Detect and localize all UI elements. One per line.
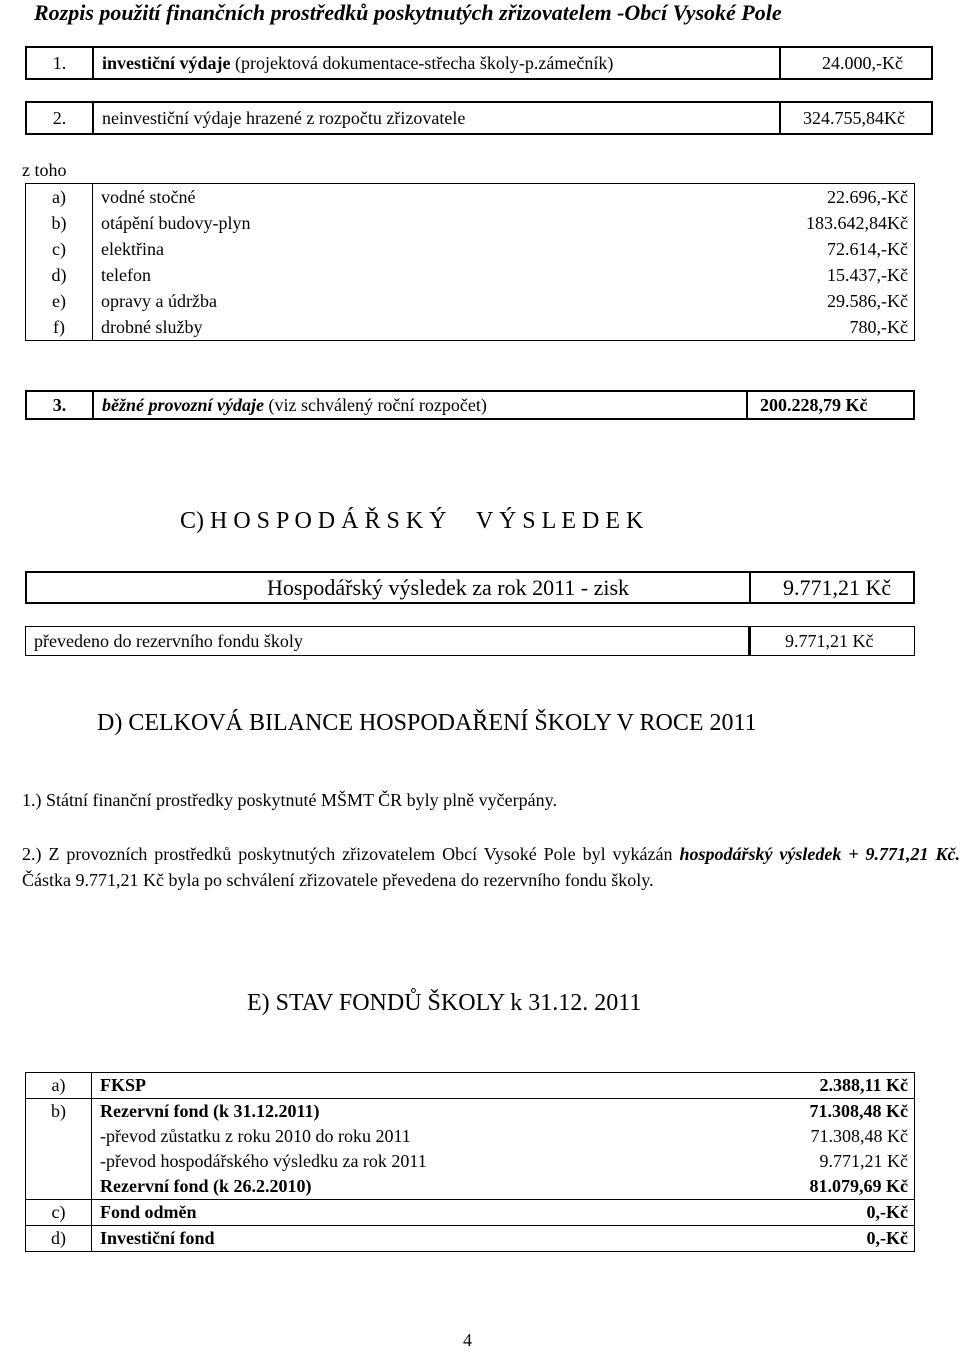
fund-label: Investiční fond [100,1228,215,1248]
section-c-heading: C) H O S P O D Á Ř S K Ý V Ý S L E D E K [180,508,644,534]
fund-label: -převod zůstatku z roku 2010 do roku 2011 [100,1126,411,1146]
row-label-bold: investiční výdaje [102,52,231,73]
item-value: 72.614,-Kč [827,238,908,259]
transfer-row [25,626,915,656]
item-value: 22.696,-Kč [827,186,908,207]
row-number: 3. [27,392,94,418]
table-row [26,1225,914,1251]
row-number: 2. [27,103,94,133]
item-letter: d) [26,262,93,288]
item-label: opravy a údržba [101,290,217,311]
funds-table [25,1072,915,1252]
item-label: drobné služby [101,316,203,337]
item-letter: a) [26,184,93,210]
fund-value: 9.771,21 Kč [819,1151,908,1171]
list-item [26,210,914,236]
fund-value: 0,-Kč [866,1202,908,1222]
expense-items [25,183,915,341]
item-value: 780,-Kč [849,316,908,337]
row-value: 324.755,84Kč [803,107,905,128]
item-label: elektřina [101,238,164,259]
item-letter: f) [26,314,93,340]
transfer-value: 9.771,21 Kč [749,626,915,656]
paragraph-2-bold: hospodářský výsledek + 9.771,21 Kč. [679,844,960,864]
list-item [26,236,914,262]
table-row [26,1073,914,1098]
fund-label: Rezervní fond (k 31.12.2011) [100,1101,320,1121]
row-label-bold: běžné provozní výdaje [102,394,264,415]
page-number: 4 [463,1330,472,1350]
fund-letter: a) [26,1073,92,1098]
fund-label: FKSP [100,1075,147,1095]
transfer-label: převedeno do rezervního fondu školy [25,626,749,656]
fund-letter: c) [26,1200,92,1225]
section-d-heading: D) CELKOVÁ BILANCE HOSPODAŘENÍ ŠKOLY V ROCE 2011 [97,710,757,736]
fund-value: 71.308,48 Kč [809,1101,908,1121]
result-row [25,571,915,604]
item-value: 29.586,-Kč [827,290,908,311]
row-value: 24.000,-Kč [822,52,903,73]
paragraph-2 [22,841,960,893]
row-label [94,48,781,78]
paragraph-1: 1.) Státní finanční prostředky poskytnuté MŠMT ČR byly plně vyčerpány. [22,790,557,810]
table-row [26,1199,914,1225]
fund-value: 81.079,69 Kč [809,1176,908,1196]
row-value: 200.228,79 Kč [760,394,868,415]
table-row [26,1098,914,1199]
result-value: 9.771,21 Kč [749,571,915,604]
operating-row [25,390,915,420]
fund-value: 2.388,11 Kč [819,1075,908,1095]
item-label: telefon [101,264,151,285]
list-item [26,288,914,314]
row-label-rest: (viz schválený roční rozpočet) [263,394,487,415]
item-label: otápění budovy-plyn [101,212,251,233]
item-value: 15.437,-Kč [827,264,908,285]
investment-row [25,46,933,80]
fund-label: Rezervní fond (k 26.2.2010) [100,1176,312,1196]
row-number: 1. [27,48,94,78]
section-e-heading: E) STAV FONDŮ ŠKOLY k 31.12. 2011 [247,990,642,1016]
item-letter: e) [26,288,93,314]
item-value: 183.642,84Kč [806,212,908,233]
result-label: Hospodářský výsledek za rok 2011 - zisk [25,571,749,604]
fund-letter: d) [26,1226,92,1251]
fund-value: 71.308,48 Kč [810,1126,908,1146]
row-label: neinvestiční výdaje hrazené z rozpočtu zřizovatele [94,103,781,133]
row-label [94,392,748,418]
item-letter: b) [26,210,93,236]
item-label: vodné stočné [101,186,196,207]
fund-value: 0,-Kč [866,1228,908,1248]
list-item [26,262,914,288]
item-letter: c) [26,236,93,262]
z-toho-label: z toho [22,160,67,180]
fund-label: -převod hospodářského výsledku za rok 2011 [100,1151,427,1171]
document-title: Rozpis použití finančních prostředků poskytnutých zřizovatelem -Obcí Vysoké Pole [34,0,782,25]
paragraph-2-text: 2.) Z provozních prostředků poskytnutých zřizovatelem Obcí Vysoké Pole byl vykázán [22,844,680,864]
fund-letter: b) [26,1099,92,1199]
fund-label: Fond odměn [100,1202,197,1222]
row-label-rest: (projektová dokumentace-střecha školy-p.zámečník) [230,52,614,73]
list-item [26,314,914,340]
paragraph-2-rest: Částka 9.771,21 Kč byla po schválení zřizovatele převedena do rezervního fondu školy. [22,870,654,890]
list-item [26,184,914,210]
noninvestment-row [25,101,933,135]
